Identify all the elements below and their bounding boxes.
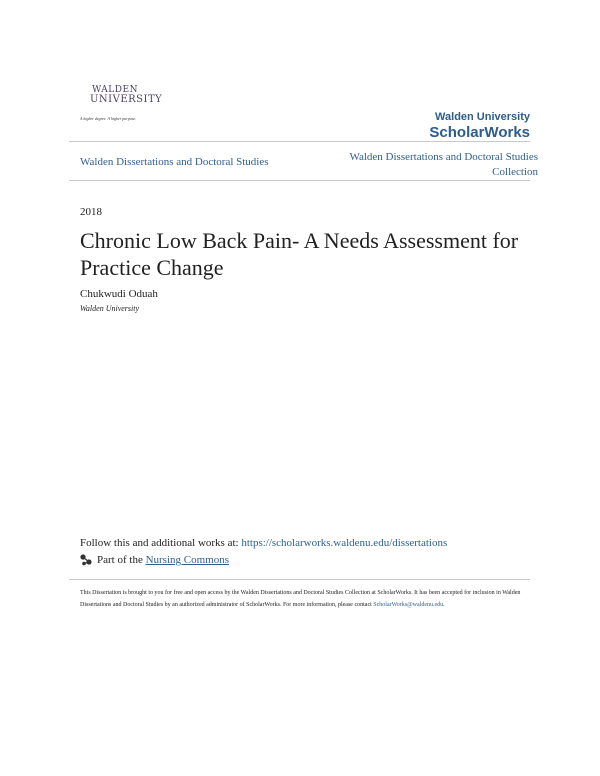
scholarworks-brand[interactable] xyxy=(429,111,530,141)
divider-collection xyxy=(69,180,530,181)
follow-line xyxy=(80,537,447,549)
contact-email-link[interactable]: ScholarWorks@waldenu.edu xyxy=(373,602,444,608)
follow-prefix: Follow this and additional works at: xyxy=(80,537,242,549)
nursing-commons-link[interactable]: Nursing Commons xyxy=(145,554,230,566)
collection-link-left[interactable]: Walden Dissertations and Doctoral Studies xyxy=(80,156,269,168)
brand-repository: ScholarWorks xyxy=(429,124,530,141)
divider-notice xyxy=(69,579,530,580)
access-notice xyxy=(80,587,530,611)
author-name: Chukwudi Oduah xyxy=(80,288,158,300)
notice-end: . xyxy=(443,602,445,608)
document-title: Chronic Low Back Pain- A Needs Assessment for Practice Change xyxy=(80,228,519,280)
logo-line1: WALDEN xyxy=(92,85,138,95)
author-affiliation: Walden University xyxy=(80,304,140,313)
network-icon xyxy=(80,554,92,566)
brand-university: Walden University xyxy=(435,111,530,123)
logo-wordmark xyxy=(90,85,163,105)
logo-tagline: A higher degree. A higher purpose. xyxy=(80,116,137,121)
follow-url-link[interactable]: https://scholarworks.waldenu.edu/dissertations xyxy=(241,537,448,549)
logo-line2: UNIVERSITY xyxy=(90,94,163,105)
notice-text: This Dissertation is brought to you for free and open access by the Walden Dissertations and Doctoral Studies Collection at ScholarWorks. It has been accepted for inclusion in Walden Dissertations and Doctoral Studies by an authorized administrator of ScholarWorks. For more information, please contact xyxy=(80,590,521,608)
publication-year: 2018 xyxy=(80,206,102,218)
collection-link-right[interactable]: Walden Dissertations and Doctoral Studies Collection xyxy=(349,151,538,178)
part-of-prefix: Part of the xyxy=(97,554,143,566)
divider-top xyxy=(69,141,530,142)
walden-logo xyxy=(80,85,163,126)
part-of-line xyxy=(80,554,229,566)
